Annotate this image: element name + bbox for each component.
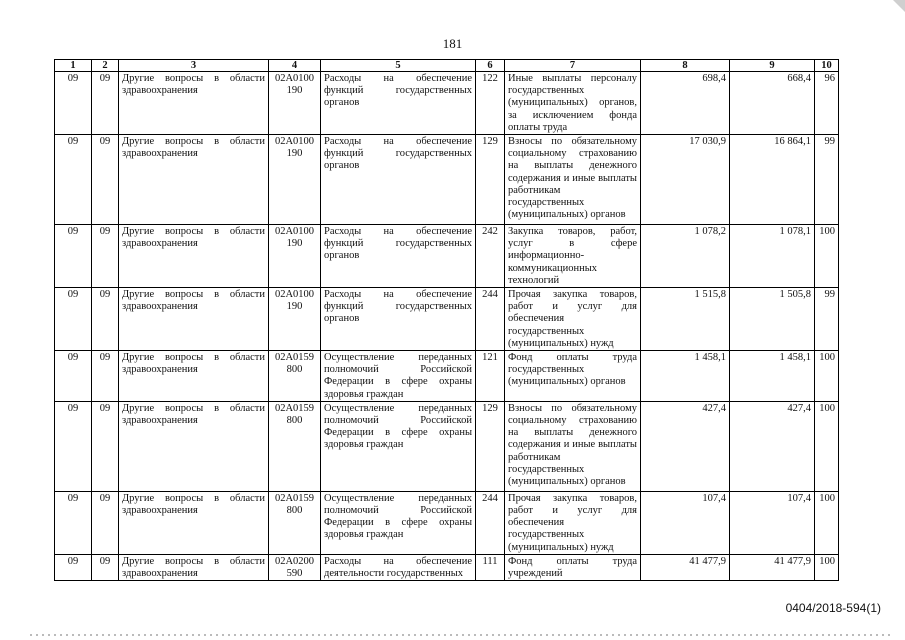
header-cell: 4 (269, 60, 321, 72)
subsection-name-cell: Другие вопросы в области здравоохранения (119, 401, 269, 491)
header-cell: 10 (815, 60, 839, 72)
executed-amount-cell: 427,4 (730, 401, 815, 491)
table-row (55, 401, 839, 491)
subsection-code-cell: 09 (92, 491, 119, 554)
budget-execution-table (54, 59, 839, 581)
header-cell: 7 (505, 60, 641, 72)
section-code-cell: 09 (55, 288, 92, 351)
section-code-cell: 09 (55, 554, 92, 580)
approved-amount-cell: 1 078,2 (641, 225, 730, 288)
target-article-cell: 02А0100 190 (269, 72, 321, 135)
approved-amount-cell: 427,4 (641, 401, 730, 491)
target-article-name-cell: Осуществление переданных полномочий Российской Федерации в сфере охраны здоровья граждан (321, 351, 476, 402)
header-cell: 8 (641, 60, 730, 72)
section-code-cell: 09 (55, 225, 92, 288)
executed-amount-cell: 41 477,9 (730, 554, 815, 580)
executed-amount-cell: 668,4 (730, 72, 815, 135)
execution-percent-cell: 99 (815, 135, 839, 225)
section-code-cell: 09 (55, 135, 92, 225)
subsection-name-cell: Другие вопросы в области здравоохранения (119, 135, 269, 225)
subsection-code-cell: 09 (92, 351, 119, 402)
target-article-name-cell: Расходы на обеспечение функций государственных органов (321, 135, 476, 225)
approved-amount-cell: 17 030,9 (641, 135, 730, 225)
expense-type-code-cell: 121 (476, 351, 505, 402)
table-row (55, 288, 839, 351)
target-article-name-cell: Осуществление переданных полномочий Российской Федерации в сфере охраны здоровья граждан (321, 491, 476, 554)
subsection-name-cell: Другие вопросы в области здравоохранения (119, 225, 269, 288)
approved-amount-cell: 1 515,8 (641, 288, 730, 351)
expense-type-code-cell: 129 (476, 401, 505, 491)
subsection-code-cell: 09 (92, 288, 119, 351)
target-article-name-cell: Расходы на обеспечение функций государственных органов (321, 288, 476, 351)
executed-amount-cell: 1 505,8 (730, 288, 815, 351)
expense-type-name-cell: Прочая закупка товаров, работ и услуг для обеспечения государственных (муниципальных) нужд (505, 288, 641, 351)
expense-type-code-cell: 129 (476, 135, 505, 225)
expense-type-name-cell: Фонд оплаты труда государственных (муниципальных) органов (505, 351, 641, 402)
subsection-name-cell: Другие вопросы в области здравоохранения (119, 288, 269, 351)
table-row (55, 225, 839, 288)
target-article-name-cell: Расходы на обеспечение функций государственных органов (321, 72, 476, 135)
executed-amount-cell: 107,4 (730, 491, 815, 554)
target-article-name-cell: Расходы на обеспечение деятельности государственных (321, 554, 476, 580)
table-row (55, 72, 839, 135)
section-code-cell: 09 (55, 491, 92, 554)
execution-percent-cell: 100 (815, 401, 839, 491)
target-article-cell: 02А0100 190 (269, 288, 321, 351)
execution-percent-cell: 100 (815, 491, 839, 554)
expense-type-name-cell: Фонд оплаты труда учреждений (505, 554, 641, 580)
execution-percent-cell: 100 (815, 225, 839, 288)
target-article-cell: 02А0200 590 (269, 554, 321, 580)
section-code-cell: 09 (55, 72, 92, 135)
approved-amount-cell: 1 458,1 (641, 351, 730, 402)
document-code: 0404/2018-594(1) (785, 601, 881, 615)
subsection-name-cell: Другие вопросы в области здравоохранения (119, 72, 269, 135)
target-article-cell: 02А0159 800 (269, 401, 321, 491)
approved-amount-cell: 107,4 (641, 491, 730, 554)
header-cell: 5 (321, 60, 476, 72)
subsection-name-cell: Другие вопросы в области здравоохранения (119, 351, 269, 402)
subsection-name-cell: Другие вопросы в области здравоохранения (119, 491, 269, 554)
expense-type-code-cell: 244 (476, 288, 505, 351)
header-row (55, 60, 839, 72)
expense-type-code-cell: 242 (476, 225, 505, 288)
table-row (55, 135, 839, 225)
subsection-code-cell: 09 (92, 554, 119, 580)
header-cell: 1 (55, 60, 92, 72)
expense-type-name-cell: Закупка товаров, работ, услуг в сфере информационно-коммуникационных технологий (505, 225, 641, 288)
approved-amount-cell: 698,4 (641, 72, 730, 135)
approved-amount-cell: 41 477,9 (641, 554, 730, 580)
header-cell: 9 (730, 60, 815, 72)
target-article-name-cell: Расходы на обеспечение функций государственных органов (321, 225, 476, 288)
table-header (55, 60, 839, 72)
expense-type-code-cell: 111 (476, 554, 505, 580)
executed-amount-cell: 1 078,1 (730, 225, 815, 288)
executed-amount-cell: 16 864,1 (730, 135, 815, 225)
subsection-code-cell: 09 (92, 225, 119, 288)
table-row (55, 554, 839, 580)
execution-percent-cell: 99 (815, 288, 839, 351)
target-article-name-cell: Осуществление переданных полномочий Российской Федерации в сфере охраны здоровья граждан (321, 401, 476, 491)
expense-type-code-cell: 244 (476, 491, 505, 554)
subsection-code-cell: 09 (92, 72, 119, 135)
table-row (55, 351, 839, 402)
expense-type-name-cell: Иные выплаты персоналу государственных (муниципальных) органов, за исключением фонда оплаты труда (505, 72, 641, 135)
scan-edge-dots (30, 634, 890, 636)
section-code-cell: 09 (55, 351, 92, 402)
table-row (55, 491, 839, 554)
execution-percent-cell: 100 (815, 351, 839, 402)
target-article-cell: 02А0159 800 (269, 491, 321, 554)
target-article-cell: 02А0159 800 (269, 351, 321, 402)
execution-percent-cell: 100 (815, 554, 839, 580)
header-cell: 2 (92, 60, 119, 72)
expense-type-name-cell: Взносы по обязательному социальному страхованию на выплаты денежного содержания и иные выплаты работникам государственных (муниципальных) органов (505, 135, 641, 225)
page-number: 181 (442, 36, 463, 51)
subsection-code-cell: 09 (92, 135, 119, 225)
expense-type-name-cell: Прочая закупка товаров, работ и услуг для обеспечения государственных (муниципальных) нужд (505, 491, 641, 554)
executed-amount-cell: 1 458,1 (730, 351, 815, 402)
execution-percent-cell: 96 (815, 72, 839, 135)
section-code-cell: 09 (55, 401, 92, 491)
table-body (55, 72, 839, 581)
header-cell: 3 (119, 60, 269, 72)
target-article-cell: 02А0100 190 (269, 135, 321, 225)
header-cell: 6 (476, 60, 505, 72)
subsection-name-cell: Другие вопросы в области здравоохранения (119, 554, 269, 580)
expense-type-code-cell: 122 (476, 72, 505, 135)
target-article-cell: 02А0100 190 (269, 225, 321, 288)
subsection-code-cell: 09 (92, 401, 119, 491)
scan-corner-mark (893, 0, 905, 12)
expense-type-name-cell: Взносы по обязательному социальному страхованию на выплаты денежного содержания и иные выплаты работникам государственных (муниципальных) органов (505, 401, 641, 491)
